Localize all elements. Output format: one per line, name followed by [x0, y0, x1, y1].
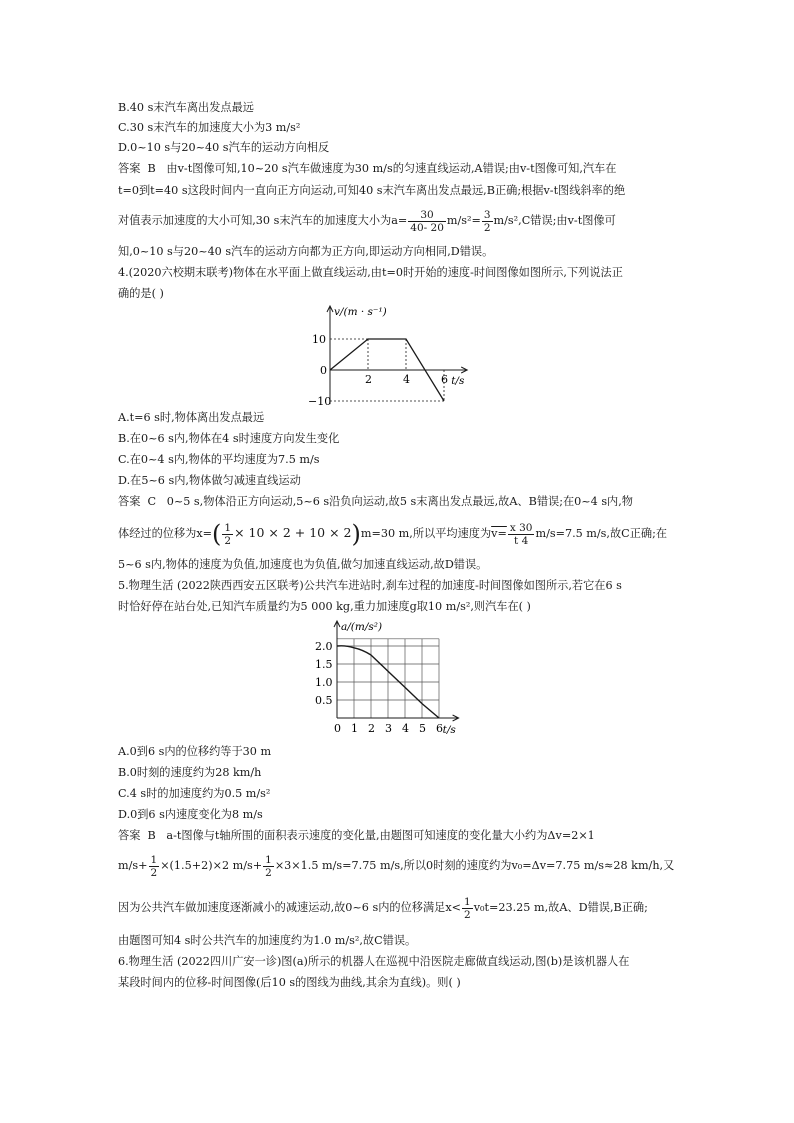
answer-text: 由v-t图像可知,10~20 s汽车做速度为30 m/s的匀速直线运动,A错误;由v-t图像可知,汽车在 — [166, 162, 617, 175]
x-axis-label: t/s — [442, 724, 456, 736]
q4-option-a: A.t=6 s时,物体离出发点最远 — [118, 411, 265, 424]
q4-option-d: D.在5~6 s内,物体做匀减速直线运动 — [118, 474, 301, 487]
answer-label: 答案 — [118, 829, 141, 842]
q4-option-b: B.在0~6 s内,物体在4 s时速度方向发生变化 — [118, 432, 340, 445]
q3-option-d: D.0~10 s与20~40 s汽车的运动方向相反 — [118, 141, 330, 154]
q3-answer-line-4: 知,0~10 s与20~40 s汽车的运动方向都为正方向,即运动方向相同,D错误。 — [118, 245, 494, 258]
q5-option-d: D.0到6 s内速度变化为8 m/s — [118, 808, 263, 821]
q6-stem-line-2: 某段时间内的位移-时间图像(后10 s的图线为曲线,其余为直线)。则( ) — [118, 976, 461, 989]
x-tick-label: 0 — [334, 722, 341, 735]
y-axis-label: a/(m/s²) — [341, 621, 383, 633]
x-tick-label: 2 — [365, 373, 372, 386]
x-axis-label: t/s — [451, 375, 465, 387]
answer-letter: C — [147, 495, 157, 508]
y-tick-label: 1.5 — [315, 658, 333, 671]
q5-answer-line-4: 由题图可知4 s时公共汽车的加速度约为1.0 m/s²,故C错误。 — [118, 934, 417, 947]
y-tick-label: 0.5 — [315, 694, 333, 707]
q5-acceleration-time-chart — [305, 618, 495, 740]
q4-velocity-time-chart — [300, 303, 500, 408]
answer-text: 对值表示加速度的大小可知,30 s末汽车的加速度大小为a= — [118, 214, 408, 227]
y-axis-label: v/(m · s⁻¹) — [334, 306, 387, 318]
x-tick-label: 2 — [368, 722, 375, 735]
fraction: $\frac{1}{2}$ — [265, 853, 272, 879]
y-tick-label: 10 — [312, 333, 326, 346]
q4-option-c: C.在0~4 s内,物体的平均速度为7.5 m/s — [118, 453, 320, 466]
q3-answer-line-1 — [118, 161, 683, 177]
fraction: $\frac{1}{2}$ — [224, 521, 232, 547]
q4-stem-line-2: 确的是( ) — [118, 287, 164, 300]
q3-option-b: B.40 s末汽车离出发点最远 — [118, 101, 254, 114]
q3-option-c: C.30 s末汽车的加速度大小为3 m/s² — [118, 121, 301, 134]
q5-answer-line-1 — [118, 828, 683, 844]
x-tick-label: 6 — [436, 722, 443, 735]
y-tick-label: 2.0 — [315, 640, 333, 653]
q6-stem-line-1: 6.物理生活 (2022四川广安一诊)图(a)所示的机器人在巡视中沿医院走廊做直线运动,图(b)是该机器人在 — [118, 955, 630, 968]
q4-answer-line-1 — [118, 494, 683, 510]
q5-answer-line-2: m/s+ $\frac{1}{2}$ ×(1.5+2)×2 m/s+ $\frac{1}{2}$ ×3×1.5 m/s=7.75 m/s,所以0时刻的速度约为v₀=Δv=7.75 m/s≈28 km/h,又 — [118, 853, 675, 879]
x-tick-label: 6 — [441, 373, 448, 386]
q4-stem-line-1: 4.(2020六校期末联考)物体在水平面上做直线运动,由t=0时开始的速度-时间图像如图所示,下列说法正 — [118, 266, 623, 279]
q5-option-c: C.4 s时的加速度约为0.5 m/s² — [118, 787, 271, 800]
y-tick-label: 0 — [320, 364, 327, 377]
q5-stem-line-1: 5.物理生活 (2022陕西西安五区联考)公共汽车进站时,刹车过程的加速度-时间图像如图所示,若它在6 s — [118, 579, 622, 592]
y-tick-label: 1.0 — [315, 676, 333, 689]
q4-answer-line-3: 5~6 s内,物体的速度为负值,加速度也为负值,做匀加速直线运动,故D错误。 — [118, 558, 488, 571]
y-tick-label: −10 — [308, 395, 332, 408]
fraction: $\frac{1}{2}$ — [150, 853, 158, 879]
fraction: $\frac{30}{40- 20}$ — [410, 208, 444, 234]
answer-text: a-t图像与t轴所围的面积表示速度的变化量,由题图可知速度的变化量大小约为Δv=2×1 — [166, 829, 595, 842]
x-tick-label: 5 — [419, 722, 426, 735]
q3-answer-line-2: t=0到t=40 s这段时间内一直向正方向运动,可知40 s末汽车离出发点最远,B正确;根据v-t图线斜率的绝 — [118, 184, 626, 197]
answer-letter: B — [147, 162, 156, 175]
right-paren: ) — [351, 520, 361, 548]
left-paren: ( — [212, 520, 222, 548]
fraction: $\frac{3}{2}$ — [483, 208, 491, 234]
answer-text: 0~5 s,物体沿正方向运动,5~6 s沿负向运动,故5 s末离出发点最远,故A、B错误;在0~4 s内,物 — [166, 495, 633, 508]
x-tick-label: 4 — [402, 722, 409, 735]
q5-stem-line-2: 时恰好停在站台处,已知汽车质量约为5 000 kg,重力加速度g取10 m/s²,则汽车在( ) — [118, 600, 531, 613]
x-tick-label: 3 — [385, 722, 392, 735]
q5-option-a: A.0到6 s内的位移约等于30 m — [118, 745, 272, 758]
q3-answer-line-3: 对值表示加速度的大小可知,30 s末汽车的加速度大小为a= $\frac{30}{40- 20}$ m/s²= $\frac{3}{2}$ m/s²,C错误;由v-t图像可 — [118, 208, 616, 234]
x-tick-label: 1 — [351, 722, 358, 735]
answer-label: 答案 — [118, 162, 141, 175]
q4-answer-line-2: 体经过的位移为x=( $\frac{1}{2}$ × 10 × 2 + 10 × 2)m=30 m,所以平均速度为v= $\frac{x 30}{t 4}$ m/s=7.5 m/s,故C正确;在 — [118, 520, 668, 548]
answer-letter: B — [147, 829, 156, 842]
x-tick-label: 4 — [403, 373, 410, 386]
fraction: $\frac{1}{2}$ — [464, 895, 471, 921]
q5-answer-line-3: 因为公共汽车做加速度逐渐减小的减速运动,故0~6 s内的位移满足x< $\frac{1}{2}$ v₀t=23.25 m,故A、D错误,B正确; — [118, 895, 648, 921]
q5-option-b: B.0时刻的速度约为28 km/h — [118, 766, 262, 779]
answer-label: 答案 — [118, 495, 141, 508]
fraction: $\frac{x 30}{t 4}$ — [509, 521, 533, 547]
